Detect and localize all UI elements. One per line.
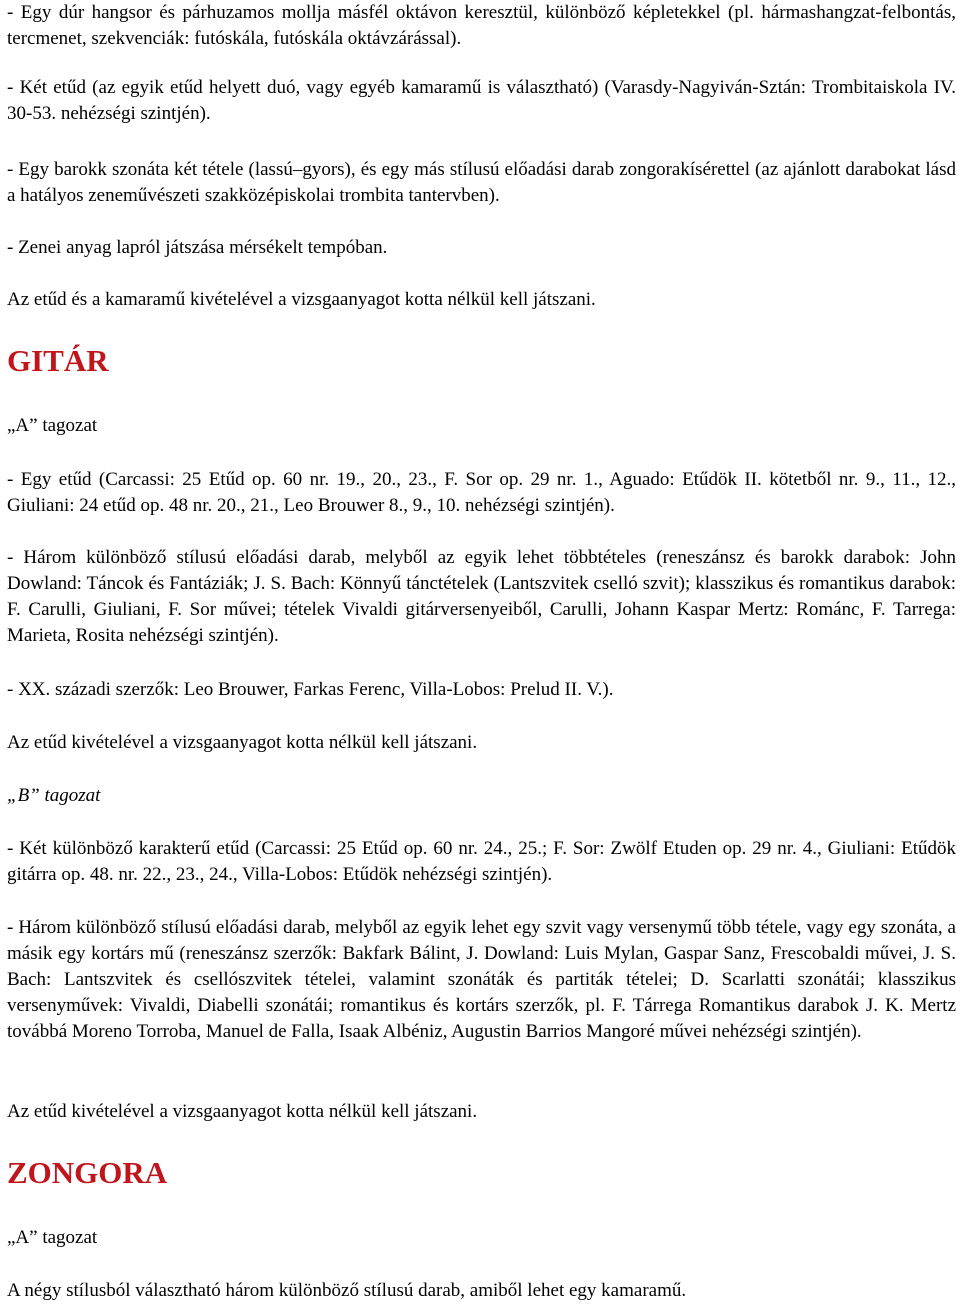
gitar-b-tagozat-heading: „B” tagozat	[7, 785, 101, 806]
gitar-a-20th-century-paragraph: - XX. századi szerzők: Leo Brouwer, Farkas Ferenc, Villa-Lobos: Prelud II. V.).	[7, 679, 614, 700]
section-title-zongora: ZONGORA	[7, 1155, 168, 1190]
trombita-sonata-paragraph: - Egy barokk szonáta két tétele (lassú–gyors), és egy más stílusú előadási darab zongorakísérettel (az ajánlott darabokat lásd a hatályos zeneművészeti szakközépiskolai trombita tantervben).	[7, 159, 956, 206]
gitar-a-tagozat-heading: „A” tagozat	[7, 415, 98, 436]
zongora-a-pieces-paragraph: A négy stílusból választható három különböző stílusú darab, amiből lehet egy kamaramű.	[7, 1280, 687, 1301]
trombita-scale-paragraph: - Egy dúr hangsor és párhuzamos mollja másfél oktávon keresztül, különböző képletekkel (pl. hármashangzat-felbontás, tercmenet, szekvenciák: futóskála, futóskála oktávzárással).	[7, 2, 956, 49]
trombita-memorize-note: Az etűd és a kamaramű kivételével a vizsgaanyagot kotta nélkül kell játszani.	[7, 289, 596, 310]
gitar-b-pieces-paragraph: - Három különböző stílusú előadási darab, melyből az egyik lehet egy szvit vagy versenymű több tétele, vagy egy szonáta, a másik egy kortárs mű (reneszánsz szerzők: Bakfark Bálint, J. Dowland: Luis Mylan, Gaspar Sanz, Frescobaldi művei, J. S. Bach: Lantszvitek és csellószvitek tételei, valamint szonáták és partiták tételei; D. Scarlatti szonátái; klasszikus versenyművek: Vivaldi, Diabelli szonátái; romantikus és kortárs szerzők, pl. F. Tárrega Romantikus darabok J. K. Mertz továbbá Moreno Torroba, Manuel de Falla, Isaak Albéniz, Augustin Barrios Mangoré művei nehézségi szintjén).	[7, 917, 956, 1042]
gitar-b-etude-paragraph: - Két különböző karakterű etűd (Carcassi: 25 Etűd op. 60 nr. 24., 25.; F. Sor: Zwölf Etuden op. 29 nr. 4., Giuliani: Etűdök gitárra op. 48. nr. 22., 23., 24., Villa-Lobos: Etűdök nehézségi szintjén).	[7, 838, 956, 885]
section-title-gitar: GITÁR	[7, 343, 109, 378]
gitar-a-pieces-paragraph: - Három különböző stílusú előadási darab, melyből az egyik lehet többtételes (reneszánsz és barokk darabok: John Dowland: Táncok és Fantáziák; J. S. Bach: Könnyű tánctételek (Lantszvitek cselló szvit); klasszikus és romantikus darabok: F. Carulli, Giuliani, F. Sor művei; tételek Vivaldi gitárversenyeiből, Carulli, Johann Kaspar Mertz: Románc, F. Tarrega: Marieta, Rosita nehézségi szintjén).	[7, 547, 956, 646]
trombita-sight-reading-paragraph: - Zenei anyag lapról játszása mérsékelt tempóban.	[7, 237, 388, 258]
gitar-a-etude-paragraph: - Egy etűd (Carcassi: 25 Etűd op. 60 nr. 19., 20., 23., F. Sor op. 29 nr. 1., Aguado: Etűdök II. kötetből nr. 9., 11., 12., Giuliani: 24 etűd op. 48 nr. 20., 21., Leo Brouwer 8., 9., 10. nehézségi szintjén).	[7, 469, 956, 516]
zongora-a-tagozat-heading: „A” tagozat	[7, 1227, 98, 1248]
gitar-b-memorize-note: Az etűd kivételével a vizsgaanyagot kotta nélkül kell játszani.	[7, 1101, 478, 1122]
trombita-etude-paragraph: - Két etűd (az egyik etűd helyett duó, vagy egyéb kamaramű is választható) (Varasdy-Nagyiván-Sztán: Trombitaiskola IV. 30-53. nehézségi szintjén).	[7, 77, 956, 124]
gitar-a-memorize-note: Az etűd kivételével a vizsgaanyagot kotta nélkül kell játszani.	[7, 732, 478, 753]
